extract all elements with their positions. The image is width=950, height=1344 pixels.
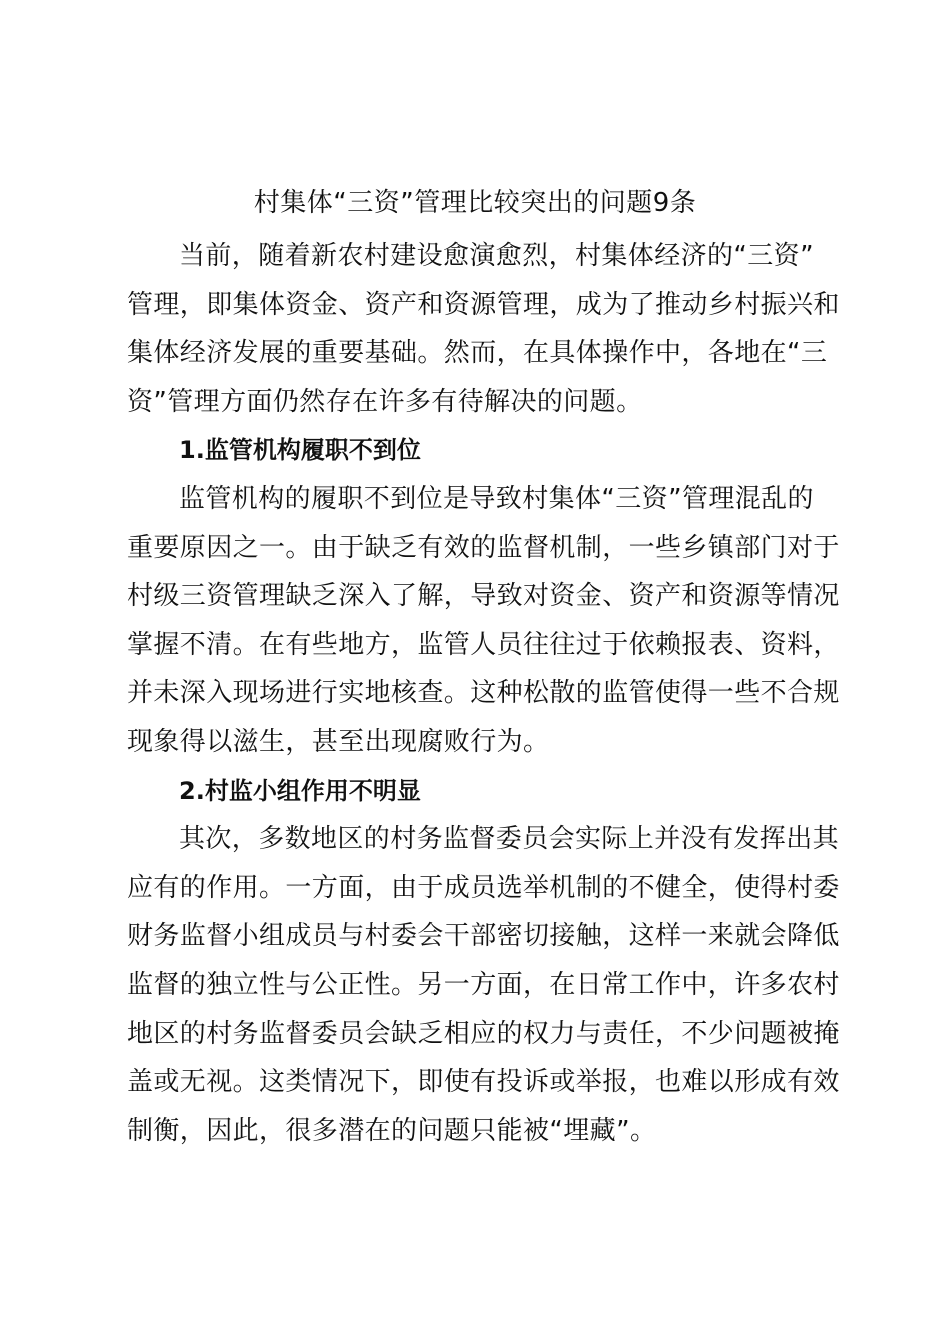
text-line: 并未深入现场进行实地核查。这种松散的监管使得一些不合规 xyxy=(127,678,840,709)
section-heading xyxy=(127,426,832,475)
text-line: 管理，即集体资金、资产和资源管理，成为了推动乡村振兴和 xyxy=(127,289,840,320)
document-body xyxy=(127,232,840,1155)
text-line: 监督的独立性与公正性。另一方面，在日常工作中，许多农村 xyxy=(127,969,840,1000)
document-title: 村集体“三资”管理比较突出的问题9条 xyxy=(253,188,697,218)
text-line: 村级三资管理缺乏深入了解，导致对资金、资产和资源等情况 xyxy=(127,581,840,612)
section-heading xyxy=(127,767,832,816)
text-line: 资”管理方面仍然存在许多有待解决的问题。 xyxy=(127,386,643,417)
text-line: 监管机构的履职不到位是导致村集体“三资”管理混乱的 xyxy=(179,483,814,514)
text-line: 重要原因之一。由于缺乏有效的监督机制，一些乡镇部门对于 xyxy=(127,532,840,563)
text-line: 集体经济发展的重要基础。然而，在具体操作中，各地在“三 xyxy=(127,338,828,369)
text-line: 应有的作用。一方面，由于成员选举机制的不健全，使得村委 xyxy=(127,872,840,903)
text-line: 其次，多数地区的村务监督委员会实际上并没有发挥出其 xyxy=(179,824,840,855)
section-paragraph xyxy=(127,475,840,767)
intro-paragraph xyxy=(127,232,840,426)
text-line: 当前，随着新农村建设愈演愈烈，村集体经济的“三资” xyxy=(179,241,814,271)
text-line: 地区的村务监督委员会缺乏相应的权力与责任，不少问题被掩 xyxy=(127,1018,840,1049)
section-paragraph xyxy=(127,815,840,1155)
section-heading-text: 1.监管机构履职不到位 xyxy=(179,436,421,465)
text-line: 财务监督小组成员与村委会干部密切接触，这样一来就会降低 xyxy=(127,921,840,952)
text-line: 现象得以滋生，甚至出现腐败行为。 xyxy=(127,726,550,757)
text-line: 掌握不清。在有些地方，监管人员往往过于依赖报表、资料， xyxy=(127,629,840,660)
section-heading-text: 2.村监小组作用不明显 xyxy=(179,776,421,805)
text-line: 制衡，因此，很多潜在的问题只能被“埋藏”。 xyxy=(127,1115,657,1146)
text-line: 盖或无视。这类情况下，即使有投诉或举报，也难以形成有效 xyxy=(127,1067,840,1098)
